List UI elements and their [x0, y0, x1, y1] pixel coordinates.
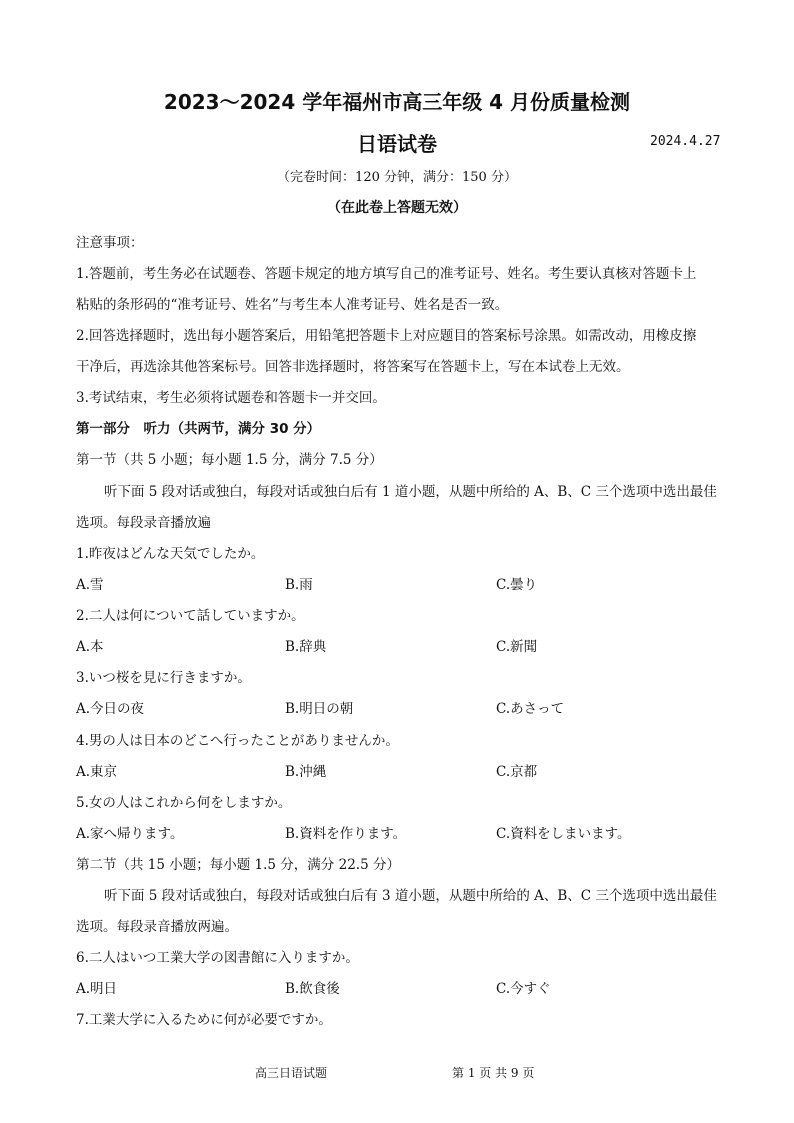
question-4: 4.男の人は日本のどこへ行ったことがありませんか。: [76, 733, 399, 749]
exam-subject: 日语试卷: [357, 132, 437, 156]
option-c: C.あさって: [496, 701, 565, 717]
notes-line: 2.回答选择题时，选出每小题答案后，用铅笔把答题卡上对应题目的答案标号涂黑。如需改动，用橡皮擦: [76, 328, 697, 344]
option-b: B.沖縄: [285, 764, 327, 780]
section1-instruction: 选项。每段录音播放遍: [76, 515, 211, 531]
part1-heading: 第一部分 听力（共两节，满分 30 分）: [76, 421, 321, 437]
notes-line: 3.考试结束，考生必须将试题卷和答题卡一并交回。: [76, 390, 386, 406]
option-b: B.明日の朝: [285, 701, 354, 717]
option-a: A.家へ帰ります。: [76, 826, 184, 842]
option-a: A.雪: [76, 577, 104, 593]
option-c: C.資料をしまいます。: [496, 826, 631, 842]
page-number: 第 1 页 共 9 页: [452, 1066, 535, 1080]
notes-heading: 注意事项：: [76, 235, 144, 251]
exam-date: 2024.4.27: [650, 134, 721, 149]
notes-line: 粘贴的条形码的“准考证号、姓名”与考生本人准考证号、姓名是否一致。: [76, 297, 509, 313]
option-c: C.今すぐ: [496, 981, 551, 997]
option-c: C.新聞: [496, 639, 538, 655]
option-a: A.本: [76, 639, 104, 655]
section2-instruction: 选项。每段录音播放两遍。: [76, 919, 238, 935]
question-1: 1.昨夜はどんな天気でしたか。: [76, 546, 265, 562]
section2-instruction: 听下面 5 段对话或独白，每段对话或独白后有 3 道小题，从题中所给的 A、B、C 三个选项中选出最佳: [104, 888, 717, 904]
question-5: 5.女の人はこれから何をしますか。: [76, 795, 292, 811]
option-c: C.京都: [496, 764, 538, 780]
option-b: B.雨: [285, 577, 313, 593]
section2-heading: 第二节（共 15 小题；每小题 1.5 分，满分 22.5 分）: [76, 857, 400, 873]
exam-title: 2023～2024 学年福州市高三年级 4 月份质量检测: [163, 90, 631, 114]
notes-line: 1.答题前，考生务必在试题卷、答题卡规定的地方填写自己的准考证号、姓名。考生要认真核对答题卡上: [76, 266, 697, 282]
notes-line: 干净后，再选涂其他答案标号。回答非选择题时，将答案写在答题卡上，写在本试卷上无效。: [76, 359, 630, 375]
section1-heading: 第一节（共 5 小题；每小题 1.5 分，满分 7.5 分）: [76, 452, 383, 468]
question-6: 6.二人はいつ工業大学の図書館に入りますか。: [76, 950, 359, 966]
section1-instruction: 听下面 5 段对话或独白，每段对话或独白后有 1 道小题，从题中所给的 A、B、C 三个选项中选出最佳: [104, 484, 717, 500]
option-a: A.今日の夜: [76, 701, 145, 717]
question-2: 2.二人は何について話していますか。: [76, 608, 305, 624]
option-b: B.辞典: [285, 639, 327, 655]
option-a: A.明日: [76, 981, 118, 997]
option-b: B.資料を作ります。: [285, 826, 407, 842]
option-b: B.飲食後: [285, 981, 340, 997]
question-7: 7.工業大学に入るために何が必要ですか。: [76, 1012, 332, 1028]
invalid-note: （在此卷上答题无效）: [327, 200, 467, 216]
footer-label: 高三日语试题: [255, 1066, 328, 1080]
time-note: （完卷时间：120 分钟，满分：150 分）: [277, 170, 517, 185]
question-3: 3.いつ桜を見に行きますか。: [76, 670, 251, 686]
option-a: A.東京: [76, 764, 118, 780]
option-c: C.曇り: [496, 577, 538, 593]
